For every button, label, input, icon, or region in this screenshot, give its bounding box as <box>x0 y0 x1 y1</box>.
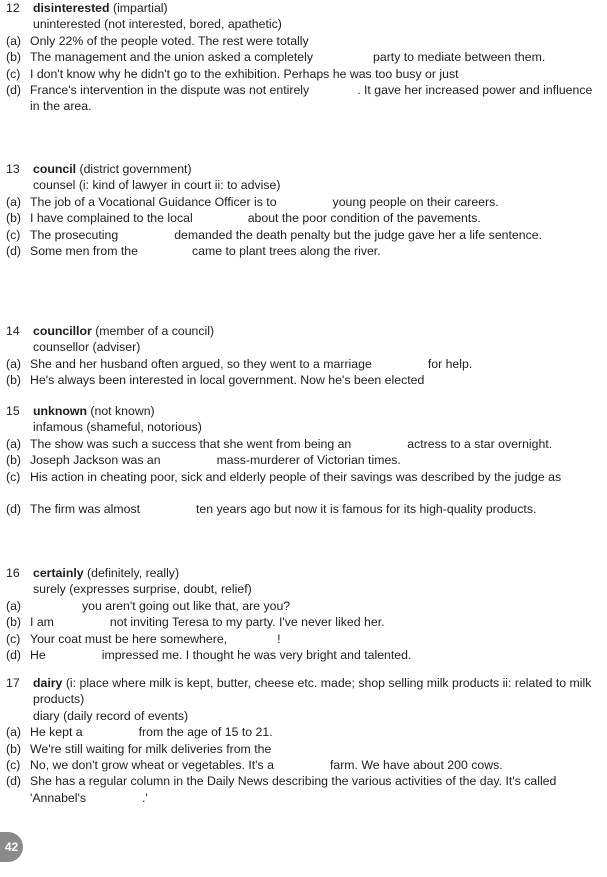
section-number: 17 <box>6 676 20 690</box>
item-label: (b) <box>6 741 22 756</box>
headword-line-2 <box>6 581 596 597</box>
exercise-section <box>6 565 596 663</box>
headword-2: counsel <box>33 178 76 193</box>
gloss: (district government) <box>79 162 192 176</box>
headword: unknown <box>33 404 87 418</box>
sentence-before: I don't know why he didn't go to the exhibition. Perhaps he was too busy or just <box>30 66 459 81</box>
headword-line <box>6 403 596 419</box>
sentence-before: She has a regular column in the Daily News describing the various activities of the day. It's called 'Annabel's <box>30 774 557 805</box>
headword-line-2 <box>6 177 596 193</box>
headword-2: diary <box>33 708 60 723</box>
item-label: (c) <box>6 631 21 646</box>
headword: councillor <box>33 324 92 338</box>
exercise-item <box>6 469 596 502</box>
sentence-after: for help. <box>427 356 473 371</box>
headword-2: counsellor <box>33 340 90 355</box>
item-label: (b) <box>6 50 22 65</box>
sentence-before: He's always been interested in local government. Now he's been elected <box>30 373 425 388</box>
sentence-after: ! <box>277 631 281 646</box>
headword-line <box>6 323 596 339</box>
item-text <box>30 194 596 210</box>
sentence-after: actress to a star overnight. <box>407 436 553 451</box>
item-text <box>30 356 596 372</box>
exercise-item <box>6 631 596 647</box>
item-label: (d) <box>6 502 22 517</box>
item-text <box>30 372 596 388</box>
sentence-before: The job of a Vocational Guidance Officer is to <box>30 194 277 209</box>
exercise-section <box>6 323 596 389</box>
exercise-item <box>6 436 596 452</box>
item-label: (d) <box>6 83 22 98</box>
sentence-after: not inviting Teresa to my party. I've never liked her. <box>109 615 385 630</box>
item-label: (a) <box>6 598 22 613</box>
item-text <box>30 243 596 259</box>
sentence-after: ten years ago but now it is famous for its high-quality products. <box>196 502 537 517</box>
item-label: (b) <box>6 373 22 388</box>
headword-block <box>33 0 168 16</box>
sentence-before: I am <box>30 615 54 630</box>
gloss-2: (daily record of events) <box>63 708 189 723</box>
sentence-before: He <box>30 648 46 663</box>
exercise-item <box>6 647 596 663</box>
exercise-item <box>6 773 596 806</box>
item-label: (b) <box>6 615 22 630</box>
sentence-before: The show was such a success that she went from being an <box>30 436 352 451</box>
headword-line-2 <box>6 16 596 32</box>
exercise-item <box>6 33 596 49</box>
headword: certainly <box>33 566 84 580</box>
item-text <box>30 773 596 806</box>
sentence-before: He kept a <box>30 725 83 740</box>
headword: disinterested <box>33 1 110 15</box>
item-text <box>30 741 596 757</box>
item-text <box>30 33 596 49</box>
item-text <box>30 452 596 468</box>
headword-2: uninterested <box>33 17 101 32</box>
gloss: (definitely, really) <box>87 566 180 580</box>
item-label: (d) <box>6 244 22 259</box>
item-text <box>30 49 596 65</box>
item-text <box>30 501 596 517</box>
sentence-after: came to plant trees along the river. <box>191 244 381 259</box>
exercise-section <box>6 403 596 518</box>
item-text <box>30 647 596 663</box>
gloss-2: (not interested, bored, apathetic) <box>104 17 282 32</box>
sentence-after: about the poor condition of the pavements. <box>247 211 481 226</box>
item-label: (a) <box>6 33 22 48</box>
item-text <box>30 436 596 452</box>
sentence-after: . It gave her increased power and influence in the area. <box>30 83 593 114</box>
item-label: (c) <box>6 758 21 773</box>
sentence-before: His action in cheating poor, sick and elderly people of their savings was described by the judge as <box>30 469 562 484</box>
item-text <box>30 469 596 502</box>
item-text <box>30 227 596 243</box>
sentence-before: We're still waiting for milk deliveries from the <box>30 741 272 756</box>
sentence-before: Only 22% of the people voted. The rest were totally <box>30 33 309 48</box>
gloss: (not known) <box>90 404 155 418</box>
headword-line <box>6 161 596 177</box>
exercise-item <box>6 82 596 115</box>
exercise-item <box>6 614 596 630</box>
exercise-section <box>6 675 596 806</box>
gloss: (i: place where milk is kept, butter, cheese etc. made; shop selling milk products ii: related to milk products) <box>33 676 592 707</box>
sentence-before: The prosecuting <box>30 227 119 242</box>
exercise-item <box>6 452 596 468</box>
item-text <box>30 614 596 630</box>
sentence-before: The firm was almost <box>30 502 141 517</box>
item-label: (c) <box>6 227 21 242</box>
sentence-after: .' <box>141 790 148 805</box>
exercise-item <box>6 724 596 740</box>
section-number: 14 <box>6 324 20 338</box>
headword-block <box>33 675 596 708</box>
exercise-item <box>6 210 596 226</box>
headword-block <box>33 565 179 581</box>
section-number: 15 <box>6 404 20 418</box>
item-text <box>30 82 596 115</box>
headword-2: infamous <box>33 420 83 435</box>
item-label: (d) <box>6 774 22 789</box>
exercise-item <box>6 757 596 773</box>
item-text <box>30 724 596 740</box>
exercise-item <box>6 227 596 243</box>
item-text <box>30 757 596 773</box>
sentence-after: farm. We have about 200 cows. <box>329 758 503 773</box>
item-label: (b) <box>6 211 22 226</box>
section-number: 12 <box>6 1 20 15</box>
item-label: (a) <box>6 725 22 740</box>
item-text <box>30 210 596 226</box>
headword-line-2 <box>6 419 596 435</box>
item-label: (d) <box>6 648 22 663</box>
item-text <box>30 631 596 647</box>
section-number: 13 <box>6 162 20 176</box>
sentence-before: Joseph Jackson was an <box>30 453 161 468</box>
item-text <box>30 66 596 82</box>
item-text <box>30 598 596 614</box>
headword-line-2 <box>6 708 596 724</box>
sentence-after: party to mediate between them. <box>373 50 546 65</box>
headword-block <box>33 323 214 339</box>
sentence-after: you aren't going out like that, are you? <box>82 598 291 613</box>
item-label: (b) <box>6 453 22 468</box>
headword: dairy <box>33 676 63 690</box>
exercise-item <box>6 598 596 614</box>
sentence-after: demanded the death penalty but the judge gave her a life sentence. <box>174 227 543 242</box>
sentence-before: She and her husband often argued, so they went to a marriage <box>30 356 372 371</box>
headword-line <box>6 0 596 16</box>
headword-2: surely <box>33 582 66 597</box>
gloss-2: (shameful, notorious) <box>86 420 202 435</box>
exercise-section <box>6 0 596 115</box>
gloss-2: (expresses surprise, doubt, relief) <box>69 582 252 597</box>
sentence-before: I have complained to the local <box>30 211 193 226</box>
exercise-item <box>6 194 596 210</box>
sentence-after: mass-murderer of Victorian times. <box>216 453 401 468</box>
item-label: (c) <box>6 469 21 484</box>
exercise-item <box>6 66 596 82</box>
exercise-item <box>6 243 596 259</box>
item-label: (a) <box>6 436 22 451</box>
headword: council <box>33 162 77 176</box>
sentence-before: Some men from the <box>30 244 138 259</box>
page-number: 42 <box>0 832 23 862</box>
sentence-after: impressed me. I thought he was very bright and talented. <box>101 648 412 663</box>
exercise-item <box>6 741 596 757</box>
section-number: 16 <box>6 566 20 580</box>
headword-block <box>33 403 155 419</box>
headword-block <box>33 161 192 177</box>
gloss: (impartial) <box>112 1 168 15</box>
sentence-before: France's intervention in the dispute was not entirely <box>30 83 310 98</box>
sentence-before: The management and the union asked a completely <box>30 50 314 65</box>
sentence-after: young people on their careers. <box>332 194 499 209</box>
gloss-2: (adviser) <box>92 340 141 355</box>
item-label: (a) <box>6 356 22 371</box>
exercise-item <box>6 372 596 388</box>
gloss-2: (i: kind of lawyer in court ii: to advise) <box>78 178 281 193</box>
sentence-before: Your coat must be here somewhere, <box>30 631 228 646</box>
exercise-section <box>6 161 596 259</box>
exercise-item <box>6 49 596 65</box>
item-label: (c) <box>6 66 21 81</box>
headword-line <box>6 675 596 708</box>
exercise-item <box>6 356 596 372</box>
exercise-item <box>6 501 596 517</box>
headword-line-2 <box>6 339 596 355</box>
headword-line <box>6 565 596 581</box>
item-label: (a) <box>6 194 22 209</box>
sentence-before: No, we don't grow wheat or vegetables. It's a <box>30 758 274 773</box>
gloss: (member of a council) <box>95 324 215 338</box>
sentence-after: from the age of 15 to 21. <box>138 725 273 740</box>
